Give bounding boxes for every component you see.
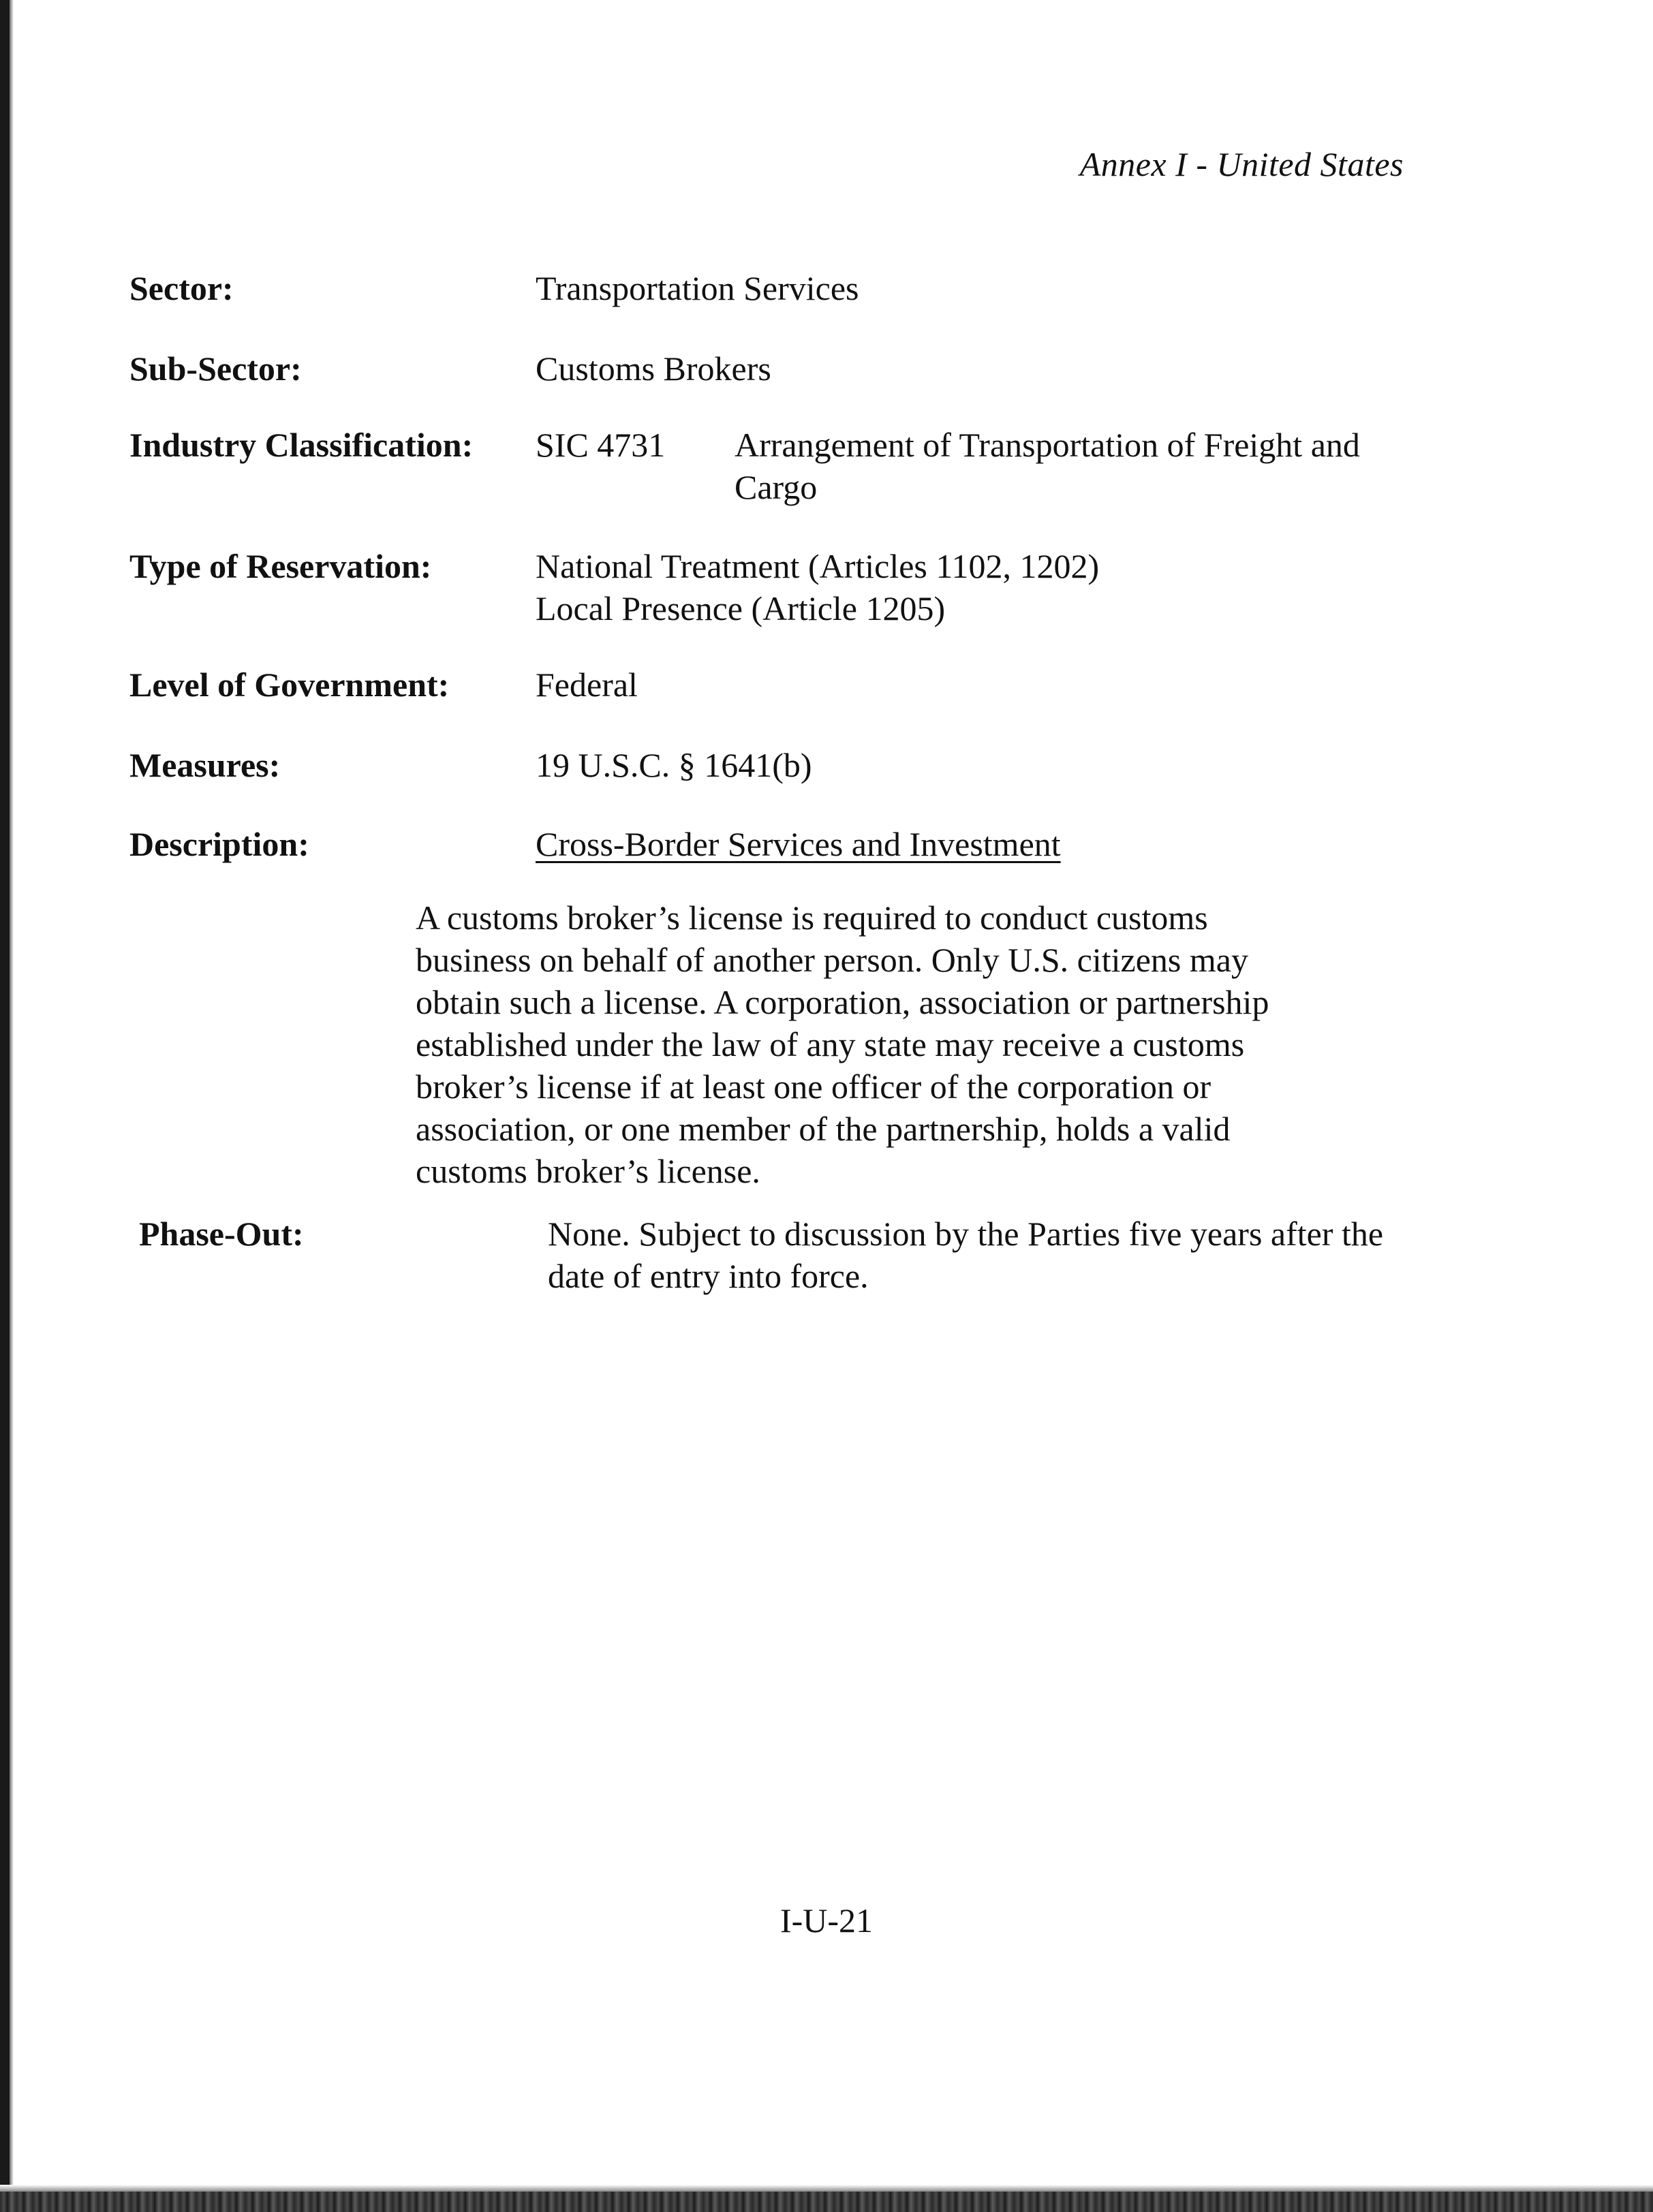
description-label: Description: xyxy=(129,825,309,863)
phase-out-line-2: date of entry into force. xyxy=(548,1257,869,1295)
measures-value: 19 U.S.C. § 1641(b) xyxy=(536,746,812,784)
sic-description xyxy=(735,424,1443,508)
type-of-reservation-label: Type of Reservation: xyxy=(129,547,432,585)
sector-value: Transportation Services xyxy=(536,269,859,307)
description-line: association, or one member of the partnership, holds a valid xyxy=(416,1110,1231,1148)
level-of-government-value: Federal xyxy=(536,666,638,704)
scan-shadow-bottom-edge xyxy=(0,2192,1653,2212)
sic-code: SIC 4731 xyxy=(536,426,666,464)
phase-out-value xyxy=(548,1213,1584,1297)
sic-description-line-2: Cargo xyxy=(735,468,818,506)
description-paragraph xyxy=(416,897,1451,1192)
description-line: obtain such a license. A corporation, association or partnership xyxy=(416,983,1269,1021)
reservation-line-2: Local Presence (Article 1205) xyxy=(536,589,946,627)
page-number: I-U-21 xyxy=(779,1901,874,1940)
type-of-reservation-value xyxy=(536,545,1571,629)
sic-description-line-1: Arrangement of Transportation of Freight and xyxy=(735,426,1360,464)
description-line: established under the law of any state may receive a customs xyxy=(416,1025,1245,1063)
description-line: broker’s license if at least one officer of the corporation or xyxy=(416,1068,1211,1106)
measures-label: Measures: xyxy=(129,746,281,784)
sector-label: Sector: xyxy=(129,269,234,307)
description-line: A customs broker’s license is required to conduct customs xyxy=(416,899,1208,937)
sub-sector-value: Customs Brokers xyxy=(536,349,771,388)
level-of-government-label: Level of Government: xyxy=(129,666,450,704)
description-heading: Cross-Border Services and Investment xyxy=(536,825,1061,863)
sub-sector-label: Sub-Sector: xyxy=(129,349,302,388)
industry-classification-value xyxy=(536,424,1571,508)
phase-out-label: Phase-Out: xyxy=(139,1215,304,1253)
description-line: business on behalf of another person. Only U.S. citizens may xyxy=(416,941,1248,979)
industry-classification-label: Industry Classification: xyxy=(129,426,474,464)
description-line: customs broker’s license. xyxy=(416,1152,760,1190)
scan-shadow-left-edge xyxy=(0,0,10,2212)
reservation-line-1: National Treatment (Articles 1102, 1202) xyxy=(536,547,1100,585)
annex-title: Annex I - United States xyxy=(1079,145,1404,183)
phase-out-line-1: None. Subject to discussion by the Parties five years after the xyxy=(548,1215,1384,1253)
